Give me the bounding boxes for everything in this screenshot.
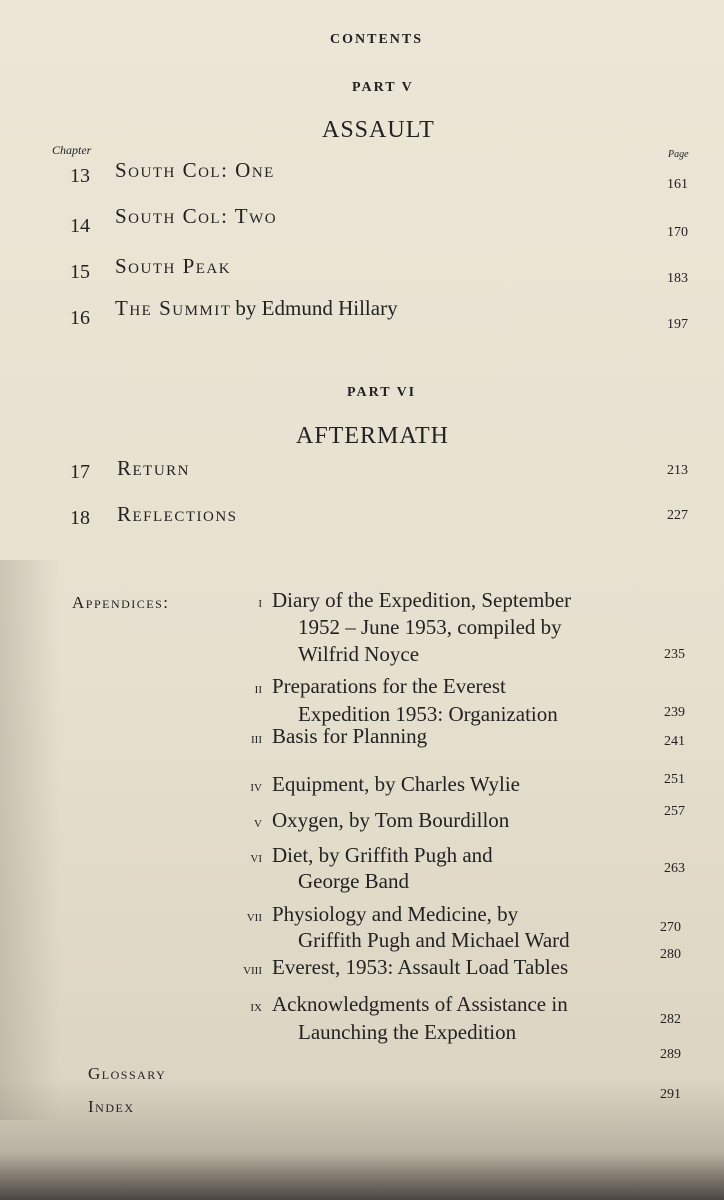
part-title: AFTERMATH xyxy=(296,423,450,449)
chapter-title: The Summit xyxy=(115,296,232,320)
appendix-numeral: viii xyxy=(243,962,262,978)
appendix-numeral: ii xyxy=(254,681,262,697)
appendix-title-line: Griffith Pugh and Michael Ward xyxy=(298,928,570,952)
appendix-title-line: Diet, by Griffith Pugh and xyxy=(272,843,493,867)
contents-heading: CONTENTS xyxy=(330,32,424,47)
index-label: Index xyxy=(88,1097,135,1116)
appendix-numeral: ix xyxy=(250,999,262,1015)
appendix-title-line: Preparations for the Everest xyxy=(272,674,506,698)
page-number: 161 xyxy=(667,177,688,192)
appendix-title-line: Diary of the Expedition, September xyxy=(272,588,572,612)
chapter-title: South Col: One xyxy=(115,158,275,182)
chapter-number: 18 xyxy=(70,507,90,529)
chapter-number: 13 xyxy=(70,165,90,187)
appendix-title-line: Basis for Planning xyxy=(272,724,428,748)
chapter-column-label: Chapter xyxy=(52,143,92,157)
appendix-title-line: Everest, 1953: Assault Load Tables xyxy=(272,955,569,979)
appendix-title-line: 1952 – June 1953, compiled by xyxy=(298,615,562,639)
page-number: 282 xyxy=(660,1012,681,1027)
appendix-numeral: iv xyxy=(250,779,262,795)
appendix-title-line: Expedition 1953: Organization xyxy=(298,702,558,726)
appendix-title-line: Equipment, by Charles Wylie xyxy=(272,772,520,796)
appendix-title-line: Oxygen, by Tom Bourdillon xyxy=(272,808,510,832)
appendix-title-line: Physiology and Medicine, by xyxy=(272,902,519,926)
page-column-label: Page xyxy=(668,149,689,160)
chapter-number: 16 xyxy=(70,307,90,329)
appendix-numeral: vi xyxy=(250,850,262,866)
appendix-numeral: i xyxy=(258,595,262,611)
chapter-number: 17 xyxy=(70,461,90,483)
appendices-label: Appendices: xyxy=(72,593,170,612)
appendix-title-line: Acknowledgments of Assistance in xyxy=(272,992,568,1016)
page-number: 170 xyxy=(667,225,688,240)
chapter-title: South Col: Two xyxy=(115,204,278,228)
appendix-title-line: George Band xyxy=(298,869,409,893)
page-number: 289 xyxy=(660,1047,681,1062)
appendix-title-line: Launching the Expedition xyxy=(298,1020,517,1044)
appendix-numeral: v xyxy=(254,815,262,831)
part-title: ASSAULT xyxy=(322,117,435,143)
chapter-author: by Edmund Hillary xyxy=(235,296,398,320)
chapter-title: Return xyxy=(117,456,191,480)
page-number: 291 xyxy=(660,1087,681,1102)
glossary-label: Glossary xyxy=(88,1064,167,1083)
page-number: 197 xyxy=(667,317,688,332)
page-number: 213 xyxy=(667,463,688,478)
chapter-title: South Peak xyxy=(115,254,232,278)
page-shadow xyxy=(0,560,60,1120)
appendix-title-line: Wilfrid Noyce xyxy=(298,642,420,666)
page-number: 280 xyxy=(660,947,681,962)
appendix-numeral: vii xyxy=(246,909,262,925)
chapter-number: 15 xyxy=(70,261,90,283)
part-label: PART VI xyxy=(347,385,417,400)
page-number: 227 xyxy=(667,508,688,523)
page-number: 235 xyxy=(664,647,685,662)
page-number: 183 xyxy=(667,271,688,286)
page-number: 241 xyxy=(664,734,685,749)
page-number: 263 xyxy=(664,861,685,876)
part-label: PART V xyxy=(352,80,414,95)
page-number: 257 xyxy=(664,804,685,819)
chapter-number: 14 xyxy=(70,215,90,237)
page-number: 270 xyxy=(660,920,681,935)
chapter-title: Reflections xyxy=(117,502,238,526)
appendix-numeral: iii xyxy=(251,731,262,747)
page-number: 239 xyxy=(664,705,685,720)
page-number: 251 xyxy=(664,772,685,787)
